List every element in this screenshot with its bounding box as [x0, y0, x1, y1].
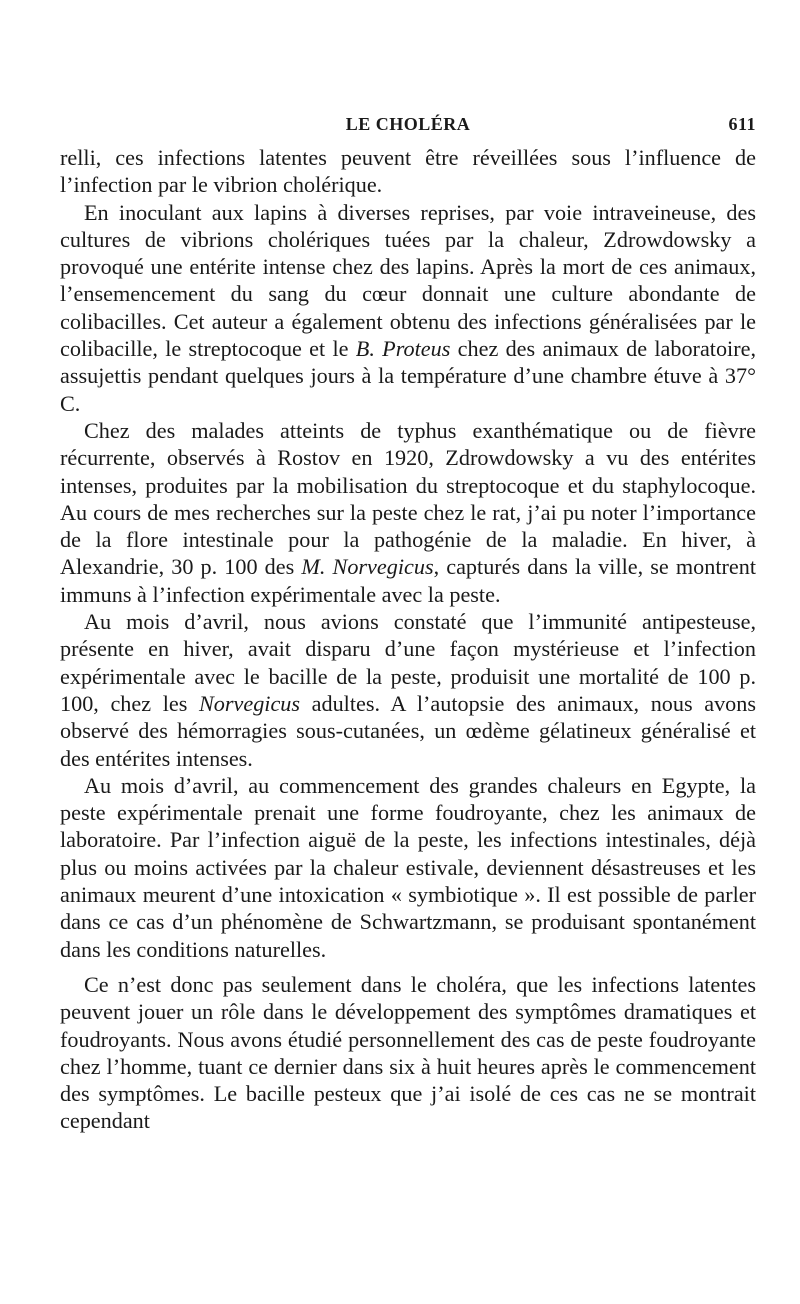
italic-term: M. Norvegicus — [301, 554, 434, 580]
text-run: Ce n’est donc pas seulement dans le choléra, que les infections latentes peuvent jouer un rôle dans le développement des symptômes dramatiques et foudroyants. Nous avons étudié personnellement des cas de peste foudroyante chez l’homme, tuant ce dernier dans six à huit heures après le commencement des symptômes. Le bacille pesteux que j’ai isolé de ces cas ne se montrait cependant — [60, 971, 756, 1134]
paragraph-zdrowdowsky-lapins — [60, 199, 756, 417]
italic-term: B. Proteus — [355, 336, 451, 362]
text-run: En inoculant aux lapins à diverses reprises, par voie intraveineuse, des cultures de vibrions cholériques tuées par la chaleur, Zdrowdowsky a provoqué une entérite intense chez des lapins. Après la mort de ces animaux, l’ensemencement du sang du cœur donnait une culture abondante de colibacilles. Cet auteur a également obtenu des infections généralisées par le colibacille, le streptocoque et le — [60, 199, 756, 362]
page-title: LE CHOLÉRA — [345, 114, 471, 134]
text-run: Au mois d’avril, au commencement des grandes chaleurs en Egypte, la peste expérimentale prenait une forme foudroyante, chez les animaux de laboratoire. Par l’infection aiguë de la peste, les infections intestinales, déjà plus ou moins activées par la chaleur estivale, deviennent désastreuses et les animaux meurent d’une intoxication « symbiotique ». Il est possible de parler dans ce cas d’un phénomène de Schwartzmann, se produisant spontanément dans les conditions naturelles. — [60, 772, 756, 962]
text-run: relli, ces infections latentes peuvent être réveillées sous l’influence de l’infection par le vibrion cholérique. — [60, 145, 756, 198]
paragraph-typhus-peste-rat — [60, 417, 756, 608]
paragraph-infections-latentes — [60, 971, 756, 1135]
paragraph-chaleurs-egypte — [60, 772, 756, 963]
text-run: , capturés dans la ville, se montrent immuns à l’infection expérimentale avec la peste. — [60, 554, 756, 607]
book-page — [60, 108, 756, 1288]
text-run: Au mois d’avril, nous avions constaté que l’immunité antipesteuse, présente en hiver, avait disparu d’une façon mystérieuse et l’infection expérimentale avec le bacille de la peste, produisit une mortalité de 100 p. 100, chez les — [60, 609, 756, 716]
text-run: chez des animaux de laboratoire, assujettis pendant quelques jours à la température d’une chambre étuve à 37° C. — [60, 336, 756, 416]
text-run: adultes. A l’autopsie des animaux, nous avons observé des hémorragies sous-cutanées, un œdème gélatineux généralisé et des entérites intenses. — [60, 690, 756, 771]
paragraph-continued — [60, 144, 756, 199]
body-text — [60, 144, 756, 1135]
italic-term: Norvegicus — [198, 690, 301, 716]
paragraph-avril-immunite — [60, 608, 756, 772]
text-run: Chez des malades atteints de typhus exanthématique ou de fièvre récurrente, observés à Rostov en 1920, Zdrowdowsky a vu des entérites intenses, produites par la mobilisation du streptocoque et du staphylocoque. Au cours de mes recherches sur la peste chez le rat, j’ai pu noter l’importance de la flore intestinale pour la pathogénie de la maladie. En hiver, à Alexandrie, 30 p. 100 des — [60, 417, 756, 580]
running-head — [60, 108, 756, 144]
page-number: 611 — [728, 114, 756, 134]
